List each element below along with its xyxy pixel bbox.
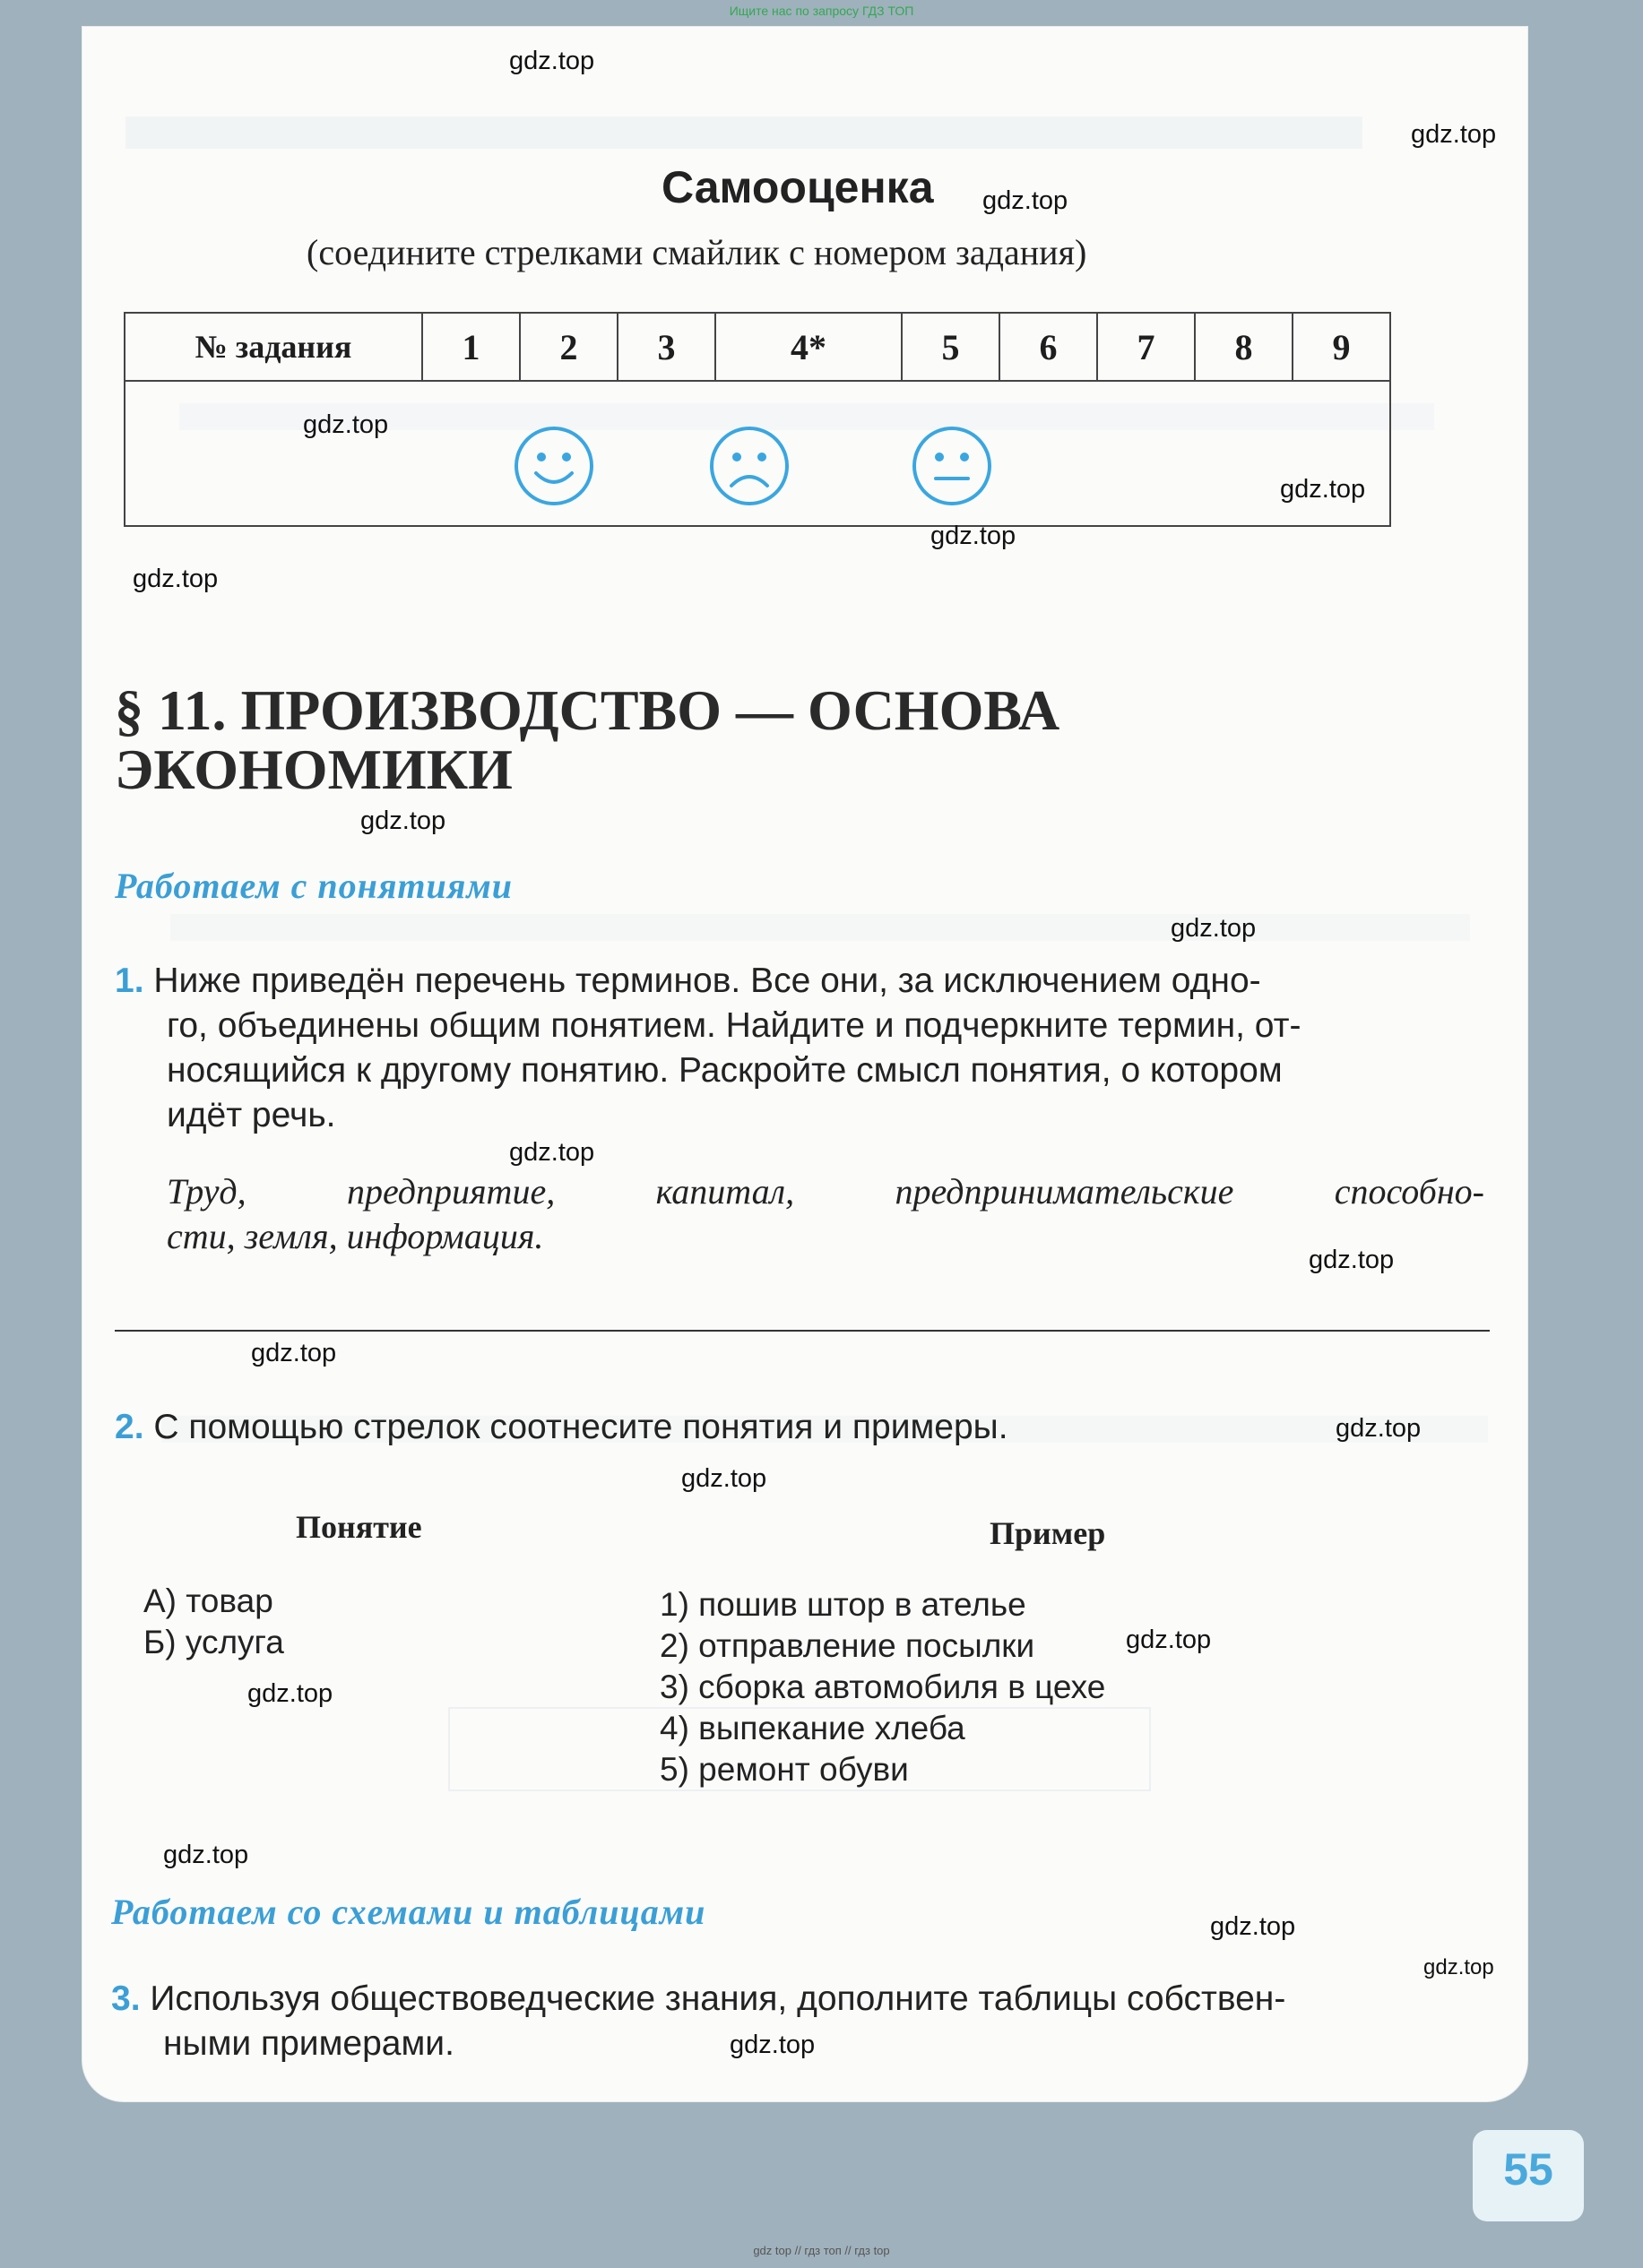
- task-number-cell: 5: [902, 313, 999, 381]
- task-number: 2.: [115, 1408, 144, 1446]
- task-number-cell: 7: [1097, 313, 1195, 381]
- task-number-label: № задания: [125, 313, 422, 381]
- bottom-banner: gdz top // гдз топ // гдз top: [753, 2244, 890, 2257]
- happy-face-icon[interactable]: [513, 425, 595, 507]
- concept-column-header: Понятие: [296, 1509, 422, 1545]
- watermark: gdz.top: [1411, 120, 1497, 149]
- page-number: 55: [1503, 2144, 1553, 2195]
- task-line: Используя обществоведческие знания, дополните таблицы собствен-: [150, 1979, 1286, 2018]
- task-number-row: [125, 313, 1390, 381]
- watermark: gdz.top: [1210, 1912, 1296, 1941]
- watermark: gdz.top: [1336, 1414, 1422, 1443]
- concept-item[interactable]: А) товар: [143, 1582, 273, 1619]
- watermark: gdz.top: [163, 1841, 249, 1869]
- paragraph-title-line: § 11. ПРОИЗВОДСТВО — ОСНОВА: [115, 678, 1060, 742]
- task-number-cell: 9: [1293, 313, 1390, 381]
- task-line: го, объединены общим понятием. Найдите и подчеркните термин, от-: [167, 1006, 1301, 1045]
- example-item[interactable]: 1) пошив штор в ателье: [660, 1586, 1026, 1623]
- task-line: носящийся к другому понятию. Раскройте смысл понятия, о котором: [167, 1051, 1283, 1090]
- task-number-cell: 4*: [715, 313, 902, 381]
- terms-line[interactable]: сти, земля, информация.: [167, 1216, 544, 1256]
- task-1-text: [115, 959, 1301, 1138]
- answer-line[interactable]: [115, 1330, 1490, 1332]
- watermark: gdz.top: [1126, 1626, 1212, 1654]
- watermark: gdz.top: [1171, 914, 1257, 943]
- paragraph-title: [115, 678, 1459, 801]
- task-number-cell: 2: [520, 313, 618, 381]
- self-assessment-title: Самооценка: [662, 162, 934, 212]
- task-2-text: [115, 1405, 1008, 1450]
- watermark: gdz.top: [930, 522, 1016, 550]
- example-item[interactable]: 2) отправление посылки: [660, 1627, 1035, 1664]
- example-item[interactable]: 4) выпекание хлеба: [660, 1710, 965, 1746]
- example-column-header: Пример: [990, 1515, 1106, 1551]
- task-number-cell: 6: [999, 313, 1097, 381]
- watermark: gdz.top: [247, 1679, 333, 1708]
- example-item[interactable]: 3) сборка автомобиля в цехе: [660, 1669, 1106, 1705]
- task-line: идёт речь.: [167, 1096, 336, 1134]
- watermark: gdz.top: [730, 2031, 816, 2059]
- task-3-text: [111, 1977, 1285, 2066]
- watermark: gdz.top: [509, 47, 595, 75]
- self-assessment-subtitle: (соедините стрелками смайлик с номером задания): [307, 232, 1087, 272]
- watermark: gdz.top: [681, 1464, 767, 1493]
- watermark: gdz.top: [133, 565, 219, 593]
- watermark: gdz.top: [360, 806, 446, 835]
- watermark: gdz.top: [982, 186, 1068, 215]
- neutral-face-icon[interactable]: [911, 425, 993, 507]
- paragraph-title-line: ЭКОНОМИКИ: [115, 737, 513, 801]
- sad-face-icon[interactable]: [708, 425, 791, 507]
- task-line: С помощью стрелок соотнесите понятия и примеры.: [153, 1408, 1008, 1446]
- task-number-cell: 3: [618, 313, 715, 381]
- watermark: gdz.top: [1309, 1246, 1395, 1274]
- task-number-cell: 8: [1195, 313, 1293, 381]
- bleed-through-decoration: [170, 914, 1470, 941]
- task-number: 3.: [111, 1979, 141, 2018]
- concept-item[interactable]: Б) услуга: [143, 1624, 284, 1660]
- watermark: gdz.top: [303, 410, 389, 439]
- task-number-cell: 1: [422, 313, 520, 381]
- task-line: Ниже приведён перечень терминов. Все они, за исключением одно-: [153, 962, 1261, 1000]
- top-banner: Ищите нас по запросу ГДЗ ТОП: [729, 4, 914, 18]
- watermark: gdz.top: [1423, 1955, 1494, 1979]
- section-heading-concepts: Работаем с понятиями: [115, 866, 514, 906]
- example-item[interactable]: 5) ремонт обуви: [660, 1751, 909, 1788]
- watermark: gdz.top: [251, 1339, 337, 1367]
- bleed-through-decoration: [125, 116, 1362, 149]
- watermark: gdz.top: [509, 1138, 595, 1167]
- section-heading-schemes-tables: Работаем со схемами и таблицами: [111, 1892, 706, 1932]
- task-number: 1.: [115, 962, 144, 1000]
- task-line: ными примерами.: [163, 2024, 454, 2063]
- terms-line[interactable]: Труд, предприятие, капитал, предпринимательские способно-: [167, 1171, 1484, 1212]
- watermark: gdz.top: [1280, 475, 1366, 504]
